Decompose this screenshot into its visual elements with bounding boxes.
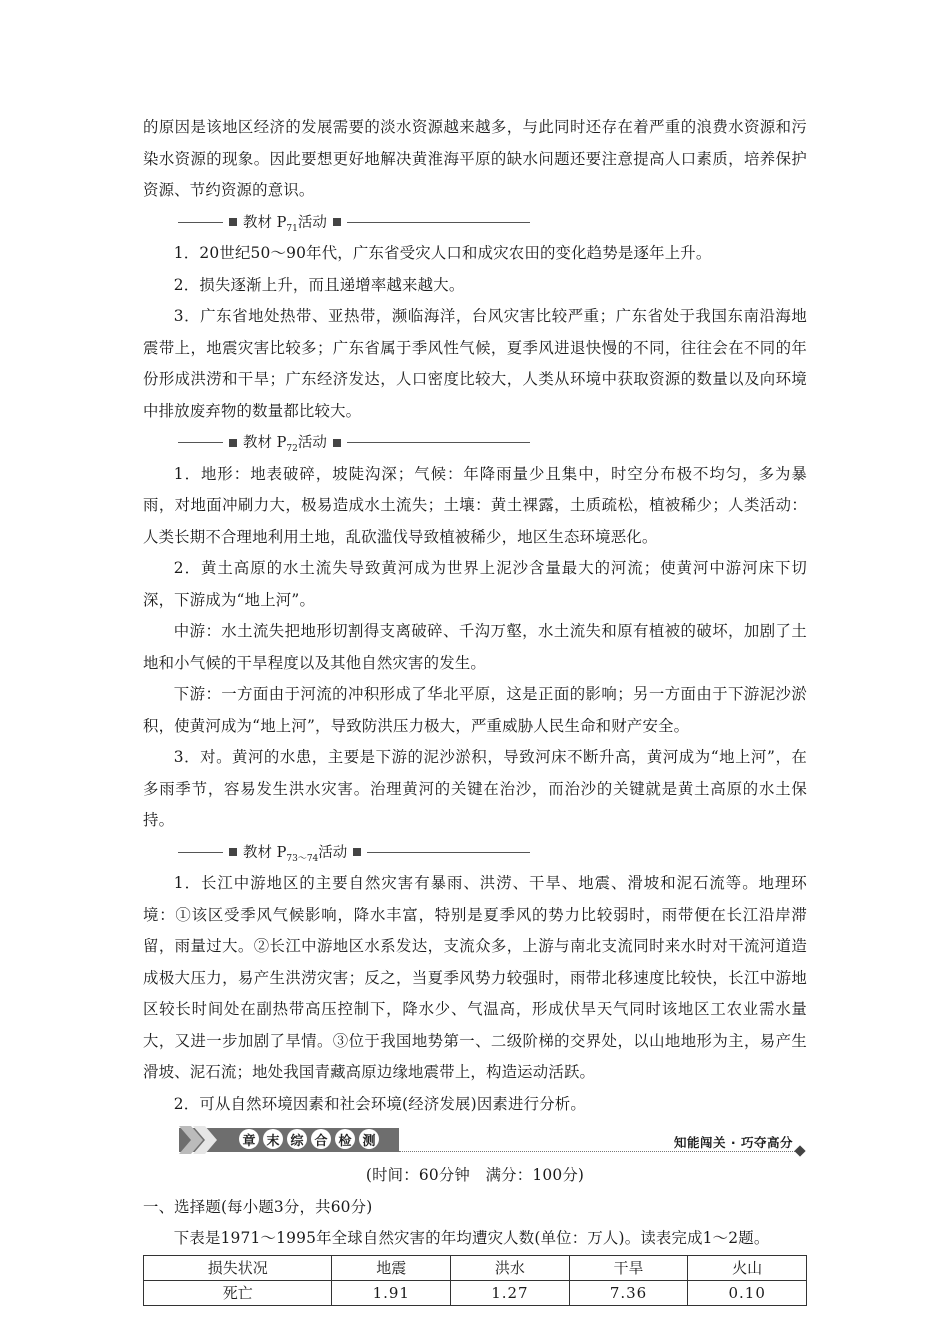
banner-char: 检 <box>335 1129 355 1149</box>
intro-paragraph: 的原因是该地区经济的发展需要的淡水资源越来越多，与此同时还存在着严重的浪费水资源和污染水资源的现象。因此要想更好地解决黄淮海平原的缺水问题还要注意提高人口素质，培养保护资源、节约资源的意识。 <box>143 118 807 199</box>
banner-char: 合 <box>311 1129 331 1149</box>
table-row <box>144 1280 807 1305</box>
heading-rule <box>178 442 223 443</box>
exam-time-line: (时间：60分钟 满分：100分) <box>365 1166 585 1184</box>
answer-paragraph: 下游：一方面由于河流的冲积形成了华北平原，这是正面的影响；另一方面由于下游泥沙淤积，使黄河成为“地上河”，导致防洪压力极大，严重威胁人民生命和财产安全。 <box>143 685 807 735</box>
banner-char: 测 <box>359 1129 379 1149</box>
heading-rule <box>178 222 223 223</box>
section-heading-p71 <box>178 207 530 239</box>
table-cell: 1.27 <box>451 1280 570 1305</box>
section-heading-p73-74 <box>178 837 530 869</box>
square-bullet-icon <box>333 218 341 226</box>
exam-part-heading: 一、选择题(每小题3分，共60分) <box>143 1197 373 1216</box>
banner-char: 末 <box>263 1129 283 1149</box>
heading-rule <box>178 852 223 853</box>
table-header-cell: 洪水 <box>451 1255 570 1280</box>
diamond-icon <box>794 1145 805 1156</box>
table-header-cell: 干旱 <box>569 1255 688 1280</box>
answer-paragraph: 2．损失逐渐上升，而且递增率越来越大。 <box>173 275 465 294</box>
table-header-cell: 损失状况 <box>144 1255 332 1280</box>
square-bullet-icon <box>229 439 237 447</box>
double-chevron-icon <box>179 1126 223 1154</box>
question-intro: 下表是1971～1995年全球自然灾害的年均遭灾人数(单位：万人)。读表完成1～2题。 <box>173 1229 770 1247</box>
table-cell: 7.36 <box>569 1280 688 1305</box>
section-heading-p72 <box>178 427 530 459</box>
table-cell: 死亡 <box>144 1280 332 1305</box>
answer-paragraph: 2．黄土高原的水土流失导致黄河成为世界上泥沙含量最大的河流；使黄河中游河床下切深，下游成为“地上河”。 <box>143 559 807 609</box>
square-bullet-icon <box>229 848 237 856</box>
square-bullet-icon <box>229 218 237 226</box>
table-header-cell: 火山 <box>688 1255 807 1280</box>
square-bullet-icon <box>353 848 361 856</box>
banner-char: 章 <box>239 1129 259 1149</box>
heading-rule <box>347 222 530 223</box>
answer-paragraph: 2．可从自然环境因素和社会环境(经济发展)因素进行分析。 <box>173 1094 586 1113</box>
banner-char: 综 <box>287 1129 307 1149</box>
table-cell: 1.91 <box>332 1280 451 1305</box>
answer-paragraph: 1．20世纪50～90年代，广东省受灾人口和成灾农田的变化趋势是逐年上升。 <box>173 244 712 262</box>
heading-rule <box>347 442 530 443</box>
answer-paragraph: 3．对。黄河的水患，主要是下游的泥沙淤积，导致河床不断升高，黄河成为“地上河”，在多雨季节，容易发生洪水灾害。治理黄河的关键在治沙，而治沙的关键就是黄土高原的水土保持。 <box>143 748 807 829</box>
document-body <box>143 112 807 1306</box>
chapter-review-banner <box>143 1124 807 1160</box>
banner-dotted-rule <box>399 1151 797 1152</box>
disaster-table <box>143 1255 807 1306</box>
table-cell: 0.10 <box>688 1280 807 1305</box>
answer-paragraph: 1．长江中游地区的主要自然灾害有暴雨、洪涝、干旱、地震、滑坡和泥石流等。地理环境：①该区受季风气候影响，降水丰富，特别是夏季风的势力比较弱时，雨带便在长江沿岸滞留，雨量过大。②长江中游地区水系发达，支流众多，上游与南北支流同时来水时对干流河道造成极大压力，易产生洪涝灾害；反之，当夏季风势力较强时，雨带北移速度比较快，长江中游地区较长时间处在副热带高压控制下，降水少、气温高，形成伏旱天气同时该地区工农业需水量大，又进一步加剧了旱情。③位于我国地势第一、二级阶梯的交界处，以山地地形为主，易产生滑坡、泥石流；地处我国青藏高原边缘地震带上，构造运动活跃。 <box>143 874 807 1081</box>
banner-title <box>239 1129 379 1149</box>
banner-slogan: 知能闯关 · 巧夺高分 <box>674 1135 793 1150</box>
table-header-cell: 地震 <box>332 1255 451 1280</box>
table-header-row <box>144 1255 807 1280</box>
answer-paragraph: 1．地形：地表破碎，坡陡沟深；气候：年降雨量少且集中，时空分布极不均匀，多为暴雨，对地面冲刷力大，极易造成水土流失；土壤：黄土裸露，土质疏松，植被稀少；人类活动：人类长期不合理地利用土地，乱砍滥伐导致植被稀少，地区生态环境恶化。 <box>143 464 807 546</box>
answer-paragraph: 中游：水土流失把地形切割得支离破碎、千沟万壑，水土流失和原有植被的破坏，加剧了土地和小气候的干旱程度以及其他自然灾害的发生。 <box>143 622 807 672</box>
heading-rule <box>367 852 530 853</box>
square-bullet-icon <box>333 439 341 447</box>
section-title: 教材 $P_{71}$活动 <box>243 214 327 234</box>
section-title: 教材 $P_{73\sim 74}$活动 <box>243 844 348 864</box>
answer-paragraph: 3．广东省地处热带、亚热带，濒临海洋，台风灾害比较严重；广东省处于我国东南沿海地震带上，地震灾害比较多；广东省属于季风性气候，夏季风进退快慢的不同，往往会在不同的年份形成洪涝和干旱；广东经济发达，人口密度比较大，人类从环境中获取资源的数量以及向环境中排放废弃物的数量都比较大。 <box>143 307 807 420</box>
section-title: 教材 $P_{72}$活动 <box>243 435 327 455</box>
